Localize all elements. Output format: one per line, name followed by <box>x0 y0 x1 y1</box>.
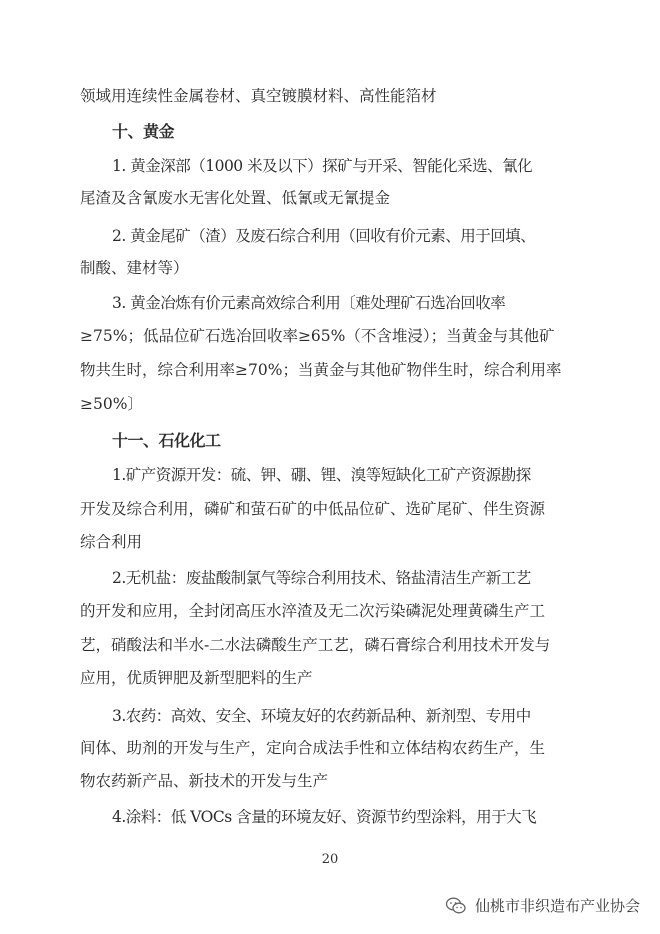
section-heading: 十、黄金 <box>112 122 175 141</box>
section-heading: 十一、石化化工 <box>112 431 221 450</box>
text-line: 物农药新产品、新技术的开发与生产 <box>80 772 329 790</box>
text-line: 开发及综合利用，磷矿和萤石矿的中低品位矿、选矿尾矿、伴生资源 <box>80 500 546 518</box>
text-line: 1.矿产资源开发：硫、钾、硼、锂、溴等短缺化工矿产资源勘探 <box>112 466 531 484</box>
watermark <box>445 895 640 916</box>
text-line: ≥50%〕 <box>80 395 143 413</box>
text-line: 1. 黄金深部（1000 米及以下）探矿与开采、智能化采选、氰化 <box>112 157 533 175</box>
text-line: 应用，优质钾肥及新型肥料的生产 <box>80 669 313 687</box>
text-line: 尾渣及含氰废水无害化处置、低氰或无氰提金 <box>80 189 391 207</box>
text-line: 的开发和应用，全封闭高压水淬渣及无二次污染磷泥处理黄磷生产工 <box>80 602 546 620</box>
text-line: 2. 黄金尾矿（渣）及废石综合利用（回收有价元素、用于回填、 <box>112 227 536 245</box>
text-line: 艺，硝酸法和半水-二水法磷酸生产工艺，磷石膏综合利用技术开发与 <box>80 636 551 654</box>
text-line: 物共生时，综合利用率≥70%；当黄金与其他矿物伴生时，综合利用率 <box>80 361 562 379</box>
page-number: 20 <box>321 852 339 867</box>
text-line: 制酸、建材等） <box>80 259 189 277</box>
watermark-text: 仙桃市非织造布产业协会 <box>474 897 640 915</box>
text-line: 2.无机盐：废盐酸制氯气等综合利用技术、铬盐清洁生产新工艺 <box>112 569 531 587</box>
text-line: 间体、助剂的开发与生产，定向合成法手性和立体结构农药生产，生 <box>80 739 546 757</box>
text-line: 领域用连续性金属卷材、真空镀膜材料、高性能箔材 <box>80 87 437 105</box>
text-line: 综合利用 <box>80 533 143 551</box>
text-line: 3.农药：高效、安全、环境友好的农药新品种、新剂型、专用中 <box>112 707 531 725</box>
text-line: 4.涂料：低 VOCs 含量的环境友好、资源节约型涂料，用于大飞 <box>112 808 537 826</box>
text-line: ≥75%；低品位矿石选冶回收率≥65%（不含堆浸）；当黄金与其他矿 <box>80 327 555 345</box>
text-line: 3. 黄金冶炼有价元素高效综合利用〔难处理矿石选冶回收率 <box>112 294 506 312</box>
wechat-icon <box>445 896 467 916</box>
